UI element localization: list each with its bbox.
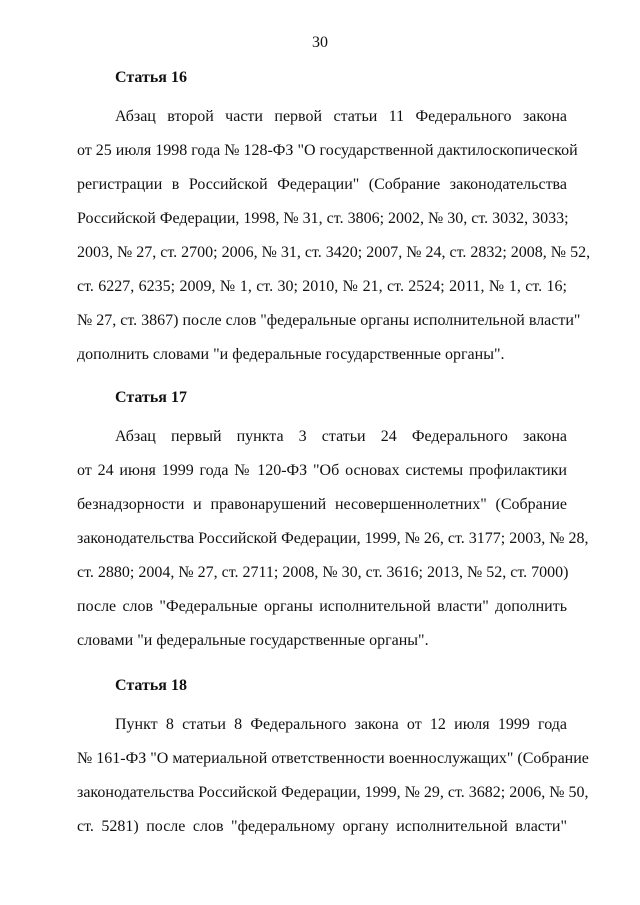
text-line: безнадзорности и правонарушений несовершеннолетних" (Собрание xyxy=(77,496,567,513)
article-title: Статья 16 xyxy=(115,69,187,86)
text-line: № 27, ст. 3867) после слов "федеральные органы исполнительной власти" xyxy=(77,312,581,329)
article-title: Статья 18 xyxy=(115,677,187,694)
article-paragraph xyxy=(77,420,589,658)
text-line: от 25 июля 1998 года № 128-ФЗ "О государственной дактилоскопической xyxy=(77,142,578,159)
text-line: Пункт 8 статьи 8 Федерального закона от 12 июля 1999 года xyxy=(115,716,567,733)
text-line: Абзац второй части первой статьи 11 Федерального закона xyxy=(115,108,567,125)
page-number: 30 xyxy=(312,34,328,51)
article-16 xyxy=(77,68,591,372)
text-line: № 161-ФЗ "О материальной ответственности военнослужащих" (Собрание xyxy=(77,750,589,767)
text-line: словами "и федеральные государственные органы". xyxy=(77,632,429,649)
article-18 xyxy=(77,676,589,844)
text-line: 2003, № 27, ст. 2700; 2006, № 31, ст. 3420; 2007, № 24, ст. 2832; 2008, № 52, xyxy=(77,244,591,261)
text-line: ст. 5281) после слов "федеральному органу исполнительной власти" xyxy=(77,818,567,835)
text-line: законодательства Российской Федерации, 1999, № 26, ст. 3177; 2003, № 28, xyxy=(77,530,589,547)
text-line: законодательства Российской Федерации, 1999, № 29, ст. 3682; 2006, № 50, xyxy=(77,784,589,801)
text-line: от 24 июня 1999 года № 120-ФЗ "Об основах системы профилактики xyxy=(77,462,567,479)
text-line: ст. 6227, 6235; 2009, № 1, ст. 30; 2010, № 21, ст. 2524; 2011, № 1, ст. 16; xyxy=(77,278,567,295)
document-body xyxy=(77,68,591,844)
text-line: после слов "Федеральные органы исполнительной власти" дополнить xyxy=(77,598,567,615)
article-title: Статья 17 xyxy=(115,389,187,406)
text-line: Абзац первый пункта 3 статьи 24 Федерального закона xyxy=(115,428,567,445)
text-line: регистрации в Российской Федерации" (Собрание законодательства xyxy=(77,176,567,193)
text-line: дополнить словами "и федеральные государственные органы". xyxy=(77,346,505,363)
text-line: Российской Федерации, 1998, № 31, ст. 3806; 2002, № 30, ст. 3032, 3033; xyxy=(77,210,569,227)
article-paragraph xyxy=(77,708,589,844)
text-line: ст. 2880; 2004, № 27, ст. 2711; 2008, № 30, ст. 3616; 2013, № 52, ст. 7000) xyxy=(77,564,569,581)
article-paragraph xyxy=(77,100,591,372)
article-17 xyxy=(77,388,589,658)
